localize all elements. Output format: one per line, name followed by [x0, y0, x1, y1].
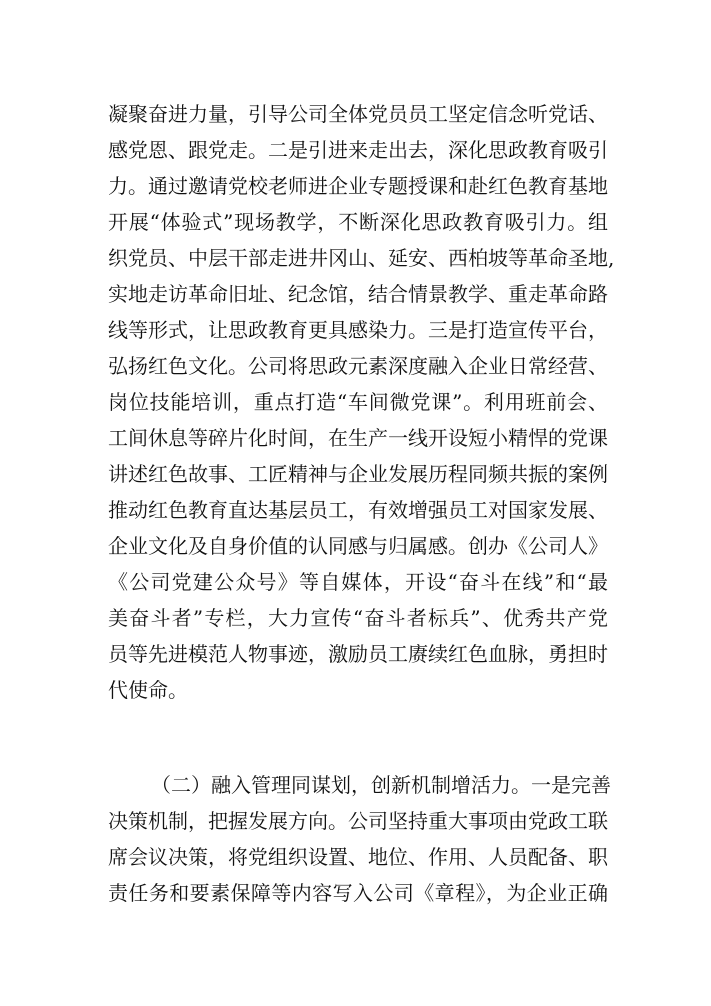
- text-line: 《公司党建公众号》等自媒体，开设“奋斗在线”和“最: [108, 570, 608, 594]
- text-line: 企业文化及自身价值的认同感与归属感。创办《公司人》: [108, 534, 608, 558]
- text-line: 岗位技能培训，重点打造“车间微党课”。利用班前会、: [108, 390, 608, 414]
- text-line: 席会议决策，将党组织设置、地位、作用、人员配备、职: [108, 845, 608, 869]
- text-line: 力。通过邀请党校老师进企业专题授课和赴红色教育基地: [108, 174, 608, 198]
- text-line: 弘扬红色文化。公司将思政元素深度融入企业日常经营、: [108, 354, 608, 378]
- text-line: 员等先进模范人物事迹，激励员工赓续红色血脉，勇担时: [108, 642, 608, 666]
- text-line: 凝聚奋进力量，引导公司全体党员员工坚定信念听党话、: [108, 102, 608, 126]
- text-line: 织党员、中层干部走进井冈山、延安、西柏坡等革命圣地,: [108, 246, 615, 270]
- text-line: 开展“体验式”现场教学，不断深化思政教育吸引力。组: [108, 210, 608, 234]
- text-line: 工间休息等碎片化时间，在生产一线开设短小精悍的党课: [108, 426, 608, 450]
- text-line: 感党恩、跟党走。二是引进来走出去，深化思政教育吸引: [108, 138, 608, 162]
- paragraph-1: [108, 96, 615, 708]
- paragraph-2: [108, 767, 611, 911]
- text-line: 代使命。: [108, 678, 188, 702]
- text-line: 决策机制，把握发展方向。公司坚持重大事项由党政工联: [108, 809, 608, 833]
- text-line: 责任务和要素保障等内容写入公司《章程》，为企业正确: [108, 881, 608, 905]
- text-line: 线等形式，让思政教育更具感染力。三是打造宣传平台，: [108, 318, 608, 342]
- text-line: （二）融入管理同谋划，创新机制增活力。一是完善: [151, 773, 611, 797]
- text-line: 实地走访革命旧址、纪念馆，结合情景教学、重走革命路: [108, 282, 608, 306]
- text-line: 美奋斗者”专栏，大力宣传“奋斗者标兵”、优秀共产党: [108, 606, 608, 630]
- text-line: 推动红色教育直达基层员工，有效增强员工对国家发展、: [108, 498, 608, 522]
- text-line: 讲述红色故事、工匠精神与企业发展历程同频共振的案例: [108, 462, 608, 486]
